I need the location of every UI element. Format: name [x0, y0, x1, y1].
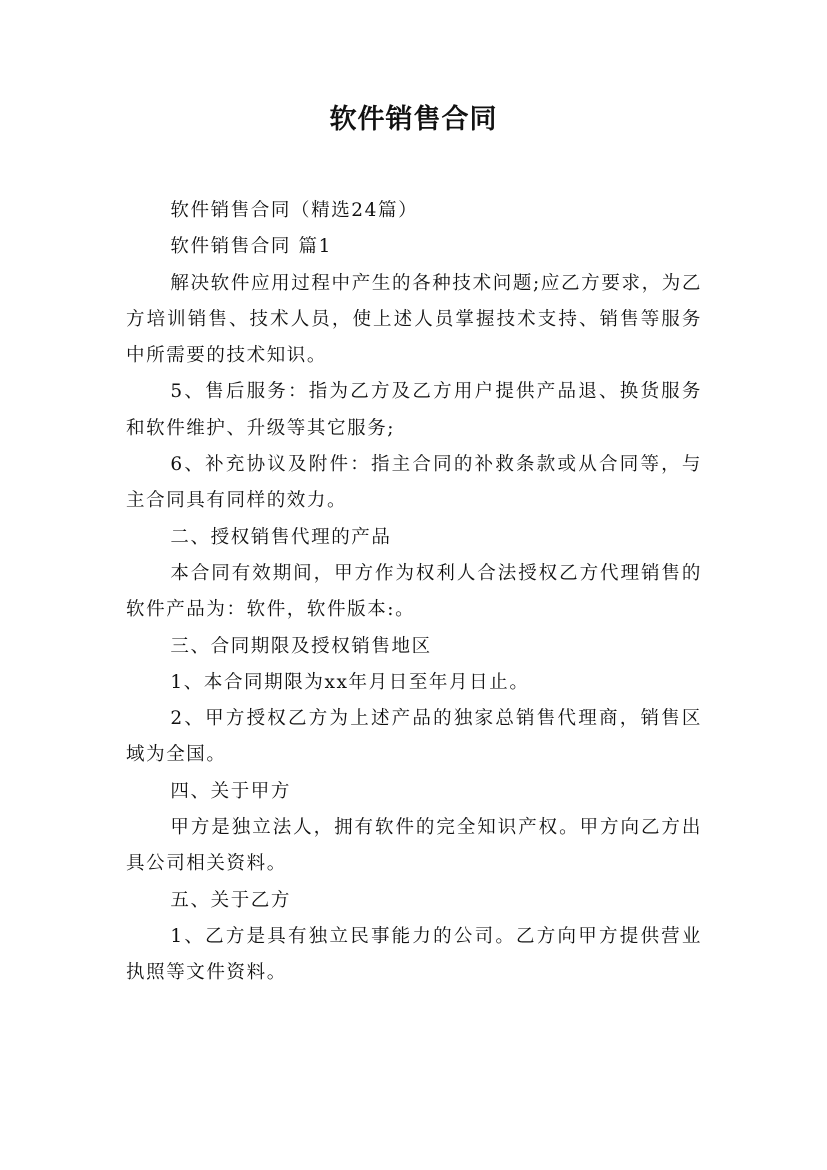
- heading-party-a: 四、关于甲方: [170, 780, 291, 802]
- paragraph-term: 1、本合同期限为xx年月日至年月日止。: [170, 671, 530, 693]
- paragraph-products: 本合同有效期间，甲方作为权利人合法授权乙方代理销售的软件产品为：软件，软件版本:。: [126, 562, 702, 621]
- paragraph-party-b: 1、乙方是具有独立民事能力的公司。乙方向甲方提供营业执照等文件资料。: [126, 925, 702, 984]
- paragraph-supplement: 6、补充协议及附件：指主合同的补救条款或从合同等，与主合同具有同样的效力。: [126, 454, 702, 512]
- document-title: 软件销售合同: [329, 104, 498, 135]
- paragraph-party-a: 甲方是独立法人，拥有软件的完全知识产权。甲方向乙方出具公司相关资料。: [126, 817, 702, 875]
- document-body: [126, 193, 702, 992]
- paragraph-tech-support: 解决软件应用过程中产生的各种技术问题;应乙方要求，为乙方培训销售、技术人员，使上述人员掌握技术支持、销售等服务中所需要的技术知识。: [126, 272, 702, 367]
- heading-products: 二、授权销售代理的产品: [170, 526, 392, 548]
- heading-party-b: 五、关于乙方: [170, 889, 291, 911]
- heading-term-region: 三、合同期限及授权销售地区: [170, 635, 432, 657]
- paragraph-section-heading: 软件销售合同 篇1: [170, 236, 332, 258]
- paragraph-after-sales: 5、售后服务：指为乙方及乙方用户提供产品退、换货服务和软件维护、升级等其它服务;: [126, 381, 702, 439]
- paragraph-region: 2、甲方授权乙方为上述产品的独家总销售代理商，销售区域为全国。: [126, 708, 702, 766]
- paragraph-subtitle: 软件销售合同（精选24篇）: [170, 200, 419, 221]
